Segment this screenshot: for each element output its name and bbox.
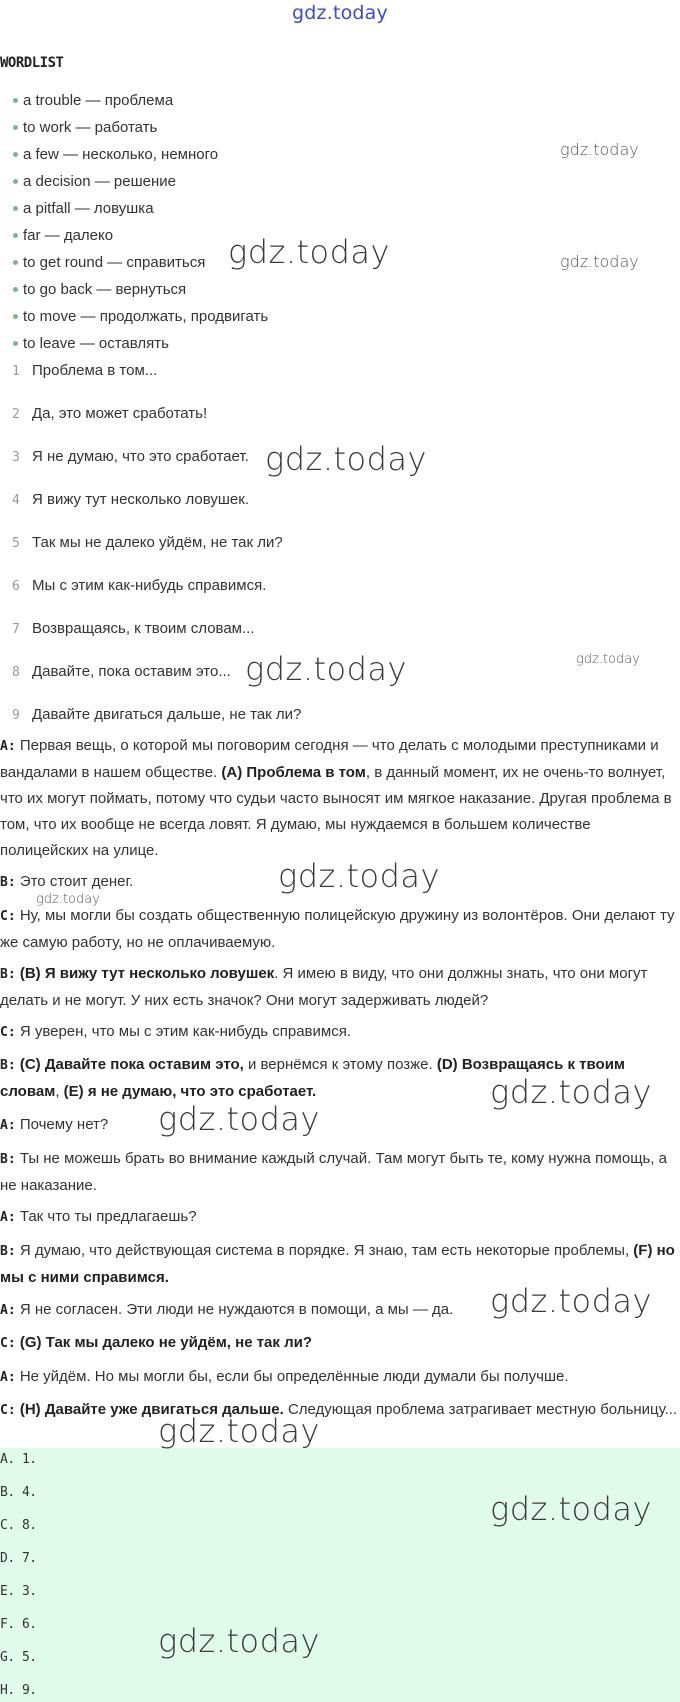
dialogue-text: Я не согласен. Эти люди не нуждаются в помощи, а мы — да.	[15, 1301, 454, 1318]
dialogue-bold-text: (F) но мы с ними справимся.	[0, 1242, 675, 1286]
speaker-label: A:	[0, 1370, 16, 1385]
answer-item: H. 9.	[0, 1683, 37, 1698]
phrase-text: Я вижу тут несколько ловушек.	[32, 491, 249, 508]
dialogue-paragraph	[0, 1204, 680, 1231]
dialogue-text: и вернёмся к этому позже.	[243, 1056, 437, 1073]
phrase-text: Давайте, пока оставим это...	[32, 663, 231, 680]
watermark: gdz.today	[560, 252, 639, 271]
dialogue-paragraph	[0, 733, 680, 864]
phrase-number: 6	[12, 579, 20, 594]
wordlist-text: a decision — решение	[23, 173, 176, 190]
watermark: gdz.today	[576, 652, 640, 667]
phrase-text: Давайте двигаться дальше, не так ли?	[32, 706, 302, 723]
wordlist-text: a trouble — проблема	[23, 92, 174, 109]
dialogue-paragraph	[0, 1330, 680, 1357]
watermark: gdz.today	[278, 857, 440, 895]
phrase-item	[12, 620, 255, 637]
watermark: gdz.today	[245, 650, 407, 688]
wordlist-text: to move — продолжать, продвигать	[23, 308, 269, 325]
wordlist-item	[13, 119, 157, 136]
dialogue-text: Не уйдём. Но мы могли бы, если бы определённые люди думали бы получше.	[15, 1368, 569, 1385]
phrase-number: 2	[12, 407, 20, 422]
wordlist-text: a pitfall — ловушка	[23, 200, 154, 217]
wordlist-item	[13, 92, 173, 109]
dialogue-paragraph	[0, 1019, 680, 1046]
dialogue-text: Ты не можешь брать во внимание каждый случай. Там могут быть те, кому нужна помощь, а не наказание.	[0, 1150, 668, 1194]
answer-item: D. 7.	[0, 1551, 37, 1566]
bullet-icon	[13, 179, 18, 184]
wordlist-heading: WORDLIST	[0, 55, 64, 71]
watermark: gdz.today	[560, 140, 639, 159]
phrase-item	[12, 577, 266, 594]
wordlist-item	[13, 335, 169, 352]
wordlist-text: to work — работать	[23, 119, 158, 136]
wordlist-item	[13, 200, 154, 217]
watermark: gdz.today	[265, 440, 427, 478]
bullet-icon	[13, 125, 18, 130]
dialogue-paragraph	[0, 1364, 680, 1391]
phrase-number: 8	[12, 665, 20, 680]
speaker-label: B:	[0, 875, 16, 890]
phrase-number: 3	[12, 450, 20, 465]
bullet-icon	[13, 98, 18, 103]
phrase-text: Да, это может сработать!	[32, 405, 208, 422]
watermark: gdz.today	[490, 1073, 652, 1111]
wordlist-item	[13, 146, 218, 163]
phrase-item	[12, 362, 157, 379]
answer-item: A. 1.	[0, 1452, 37, 1467]
dialogue-text: Я думаю, что действующая система в порядке. Я знаю, там есть некоторые проблемы,	[15, 1242, 634, 1259]
phrase-number: 9	[12, 708, 20, 723]
dialogue-bold-text: (D) Возвращаясь к твоим словам	[0, 1056, 626, 1100]
speaker-label: B:	[0, 1244, 16, 1259]
dialogue-bold-text: (A) Проблема в том	[221, 764, 366, 781]
dialogue-text: Первая вещь, о которой мы поговорим сегодня — что делать с молодыми преступниками и вандалами в нашем обществе.	[0, 737, 659, 781]
dialogue-paragraph	[0, 1112, 680, 1139]
speaker-label: C:	[0, 1336, 16, 1351]
dialogue-text: . Я имею в виду, что они должны знать, что они могут делать и не могут. У них есть значок? Они могут задерживать людей?	[0, 965, 648, 1009]
site-logo[interactable]: gdz.today	[292, 2, 388, 24]
watermark: gdz.today	[36, 892, 100, 907]
dialogue-text: Это стоит денег.	[15, 873, 134, 890]
answer-item: C. 8.	[0, 1518, 37, 1533]
wordlist-text: far — далеко	[23, 227, 114, 244]
speaker-label: B:	[0, 967, 16, 982]
phrase-item	[12, 448, 249, 465]
speaker-label: A:	[0, 739, 16, 754]
speaker-label: A:	[0, 1118, 16, 1133]
watermark: gdz.today	[490, 1490, 652, 1528]
bullet-icon	[13, 341, 18, 346]
speaker-label: B:	[0, 1058, 16, 1073]
wordlist-text: to leave — оставлять	[23, 335, 169, 352]
dialogue-bold-text: (B) Я вижу тут несколько ловушек	[15, 965, 275, 982]
wordlist-item	[13, 281, 186, 298]
phrase-number: 1	[12, 364, 20, 379]
speaker-label: C:	[0, 1403, 16, 1418]
wordlist-text: to get round — справиться	[23, 254, 206, 271]
dialogue-text: Так что ты предлагаешь?	[15, 1208, 197, 1225]
phrase-text: Так мы не далеко уйдём, не так ли?	[32, 534, 283, 551]
phrase-item	[12, 405, 207, 422]
watermark: gdz.today	[228, 233, 390, 271]
bullet-icon	[13, 314, 18, 319]
answer-item: G. 5.	[0, 1650, 37, 1665]
phrase-number: 4	[12, 493, 20, 508]
phrase-item	[12, 663, 231, 680]
wordlist-item	[13, 227, 113, 244]
bullet-icon	[13, 233, 18, 238]
dialogue-paragraph	[0, 903, 680, 956]
speaker-label: A:	[0, 1210, 16, 1225]
dialogue-text: , в данный момент, их не очень-то волнует, что их могут поймать, потому что судьи часто выносят им мягкое наказание. Другая проблема в том, что их вообще не всегда ловят. Я думаю, мы нуждаемся в большем количестве полицейских на улице.	[0, 764, 672, 859]
dialogue-text: Следующая проблема затрагивает местную больницу...	[283, 1401, 678, 1418]
dialogue-text: Ну, мы могли бы создать общественную полицейскую дружину из волонтёров. Они делают ту же самую работу, но не оплачиваемую.	[0, 907, 675, 951]
speaker-label: C:	[0, 1025, 16, 1040]
watermark: gdz.today	[158, 1412, 320, 1450]
answers-block	[0, 1448, 680, 1702]
watermark: gdz.today	[158, 1622, 320, 1660]
bullet-icon	[13, 287, 18, 292]
wordlist-item	[13, 308, 268, 325]
watermark: gdz.today	[490, 1282, 652, 1320]
phrase-item	[12, 706, 301, 723]
answer-item: B. 4.	[0, 1485, 37, 1500]
bullet-icon	[13, 206, 18, 211]
dialogue-text: Почему нет?	[15, 1116, 109, 1133]
bullet-icon	[13, 260, 18, 265]
wordlist-item	[13, 173, 176, 190]
phrase-item	[12, 491, 249, 508]
dialogue-paragraph	[0, 1397, 680, 1424]
speaker-label: B:	[0, 1152, 16, 1167]
wordlist-item	[13, 254, 205, 271]
wordlist-text: a few — несколько, немного	[23, 146, 219, 163]
dialogue-text: Я уверен, что мы с этим как-нибудь справимся.	[15, 1023, 351, 1040]
answer-item: E. 3.	[0, 1584, 37, 1599]
dialogue-bold-text: (E) я не думаю, что это сработает.	[63, 1083, 317, 1100]
speaker-label: A:	[0, 1303, 16, 1318]
dialogue-paragraph	[0, 1146, 680, 1199]
phrase-number: 7	[12, 622, 20, 637]
wordlist-text: to go back — вернуться	[23, 281, 187, 298]
dialogue-bold-text: (H) Давайте уже двигаться дальше.	[15, 1401, 284, 1418]
dialogue-bold-text: (C) Давайте пока оставим это,	[15, 1056, 244, 1073]
dialogue-bold-text: (G) Так мы далеко не уйдём, не так ли?	[15, 1334, 312, 1351]
watermark: gdz.today	[158, 1100, 320, 1138]
phrase-text: Я не думаю, что это сработает.	[32, 448, 249, 465]
bullet-icon	[13, 152, 18, 157]
answer-item: F. 6.	[0, 1617, 37, 1632]
phrase-item	[12, 534, 283, 551]
dialogue-text: ,	[55, 1083, 64, 1100]
phrase-text: Мы с этим как-нибудь справимся.	[32, 577, 267, 594]
dialogue-paragraph	[0, 961, 680, 1014]
phrase-text: Возвращаясь, к твоим словам...	[32, 620, 255, 637]
speaker-label: C:	[0, 909, 16, 924]
phrase-text: Проблема в том...	[32, 362, 158, 379]
phrase-number: 5	[12, 536, 20, 551]
